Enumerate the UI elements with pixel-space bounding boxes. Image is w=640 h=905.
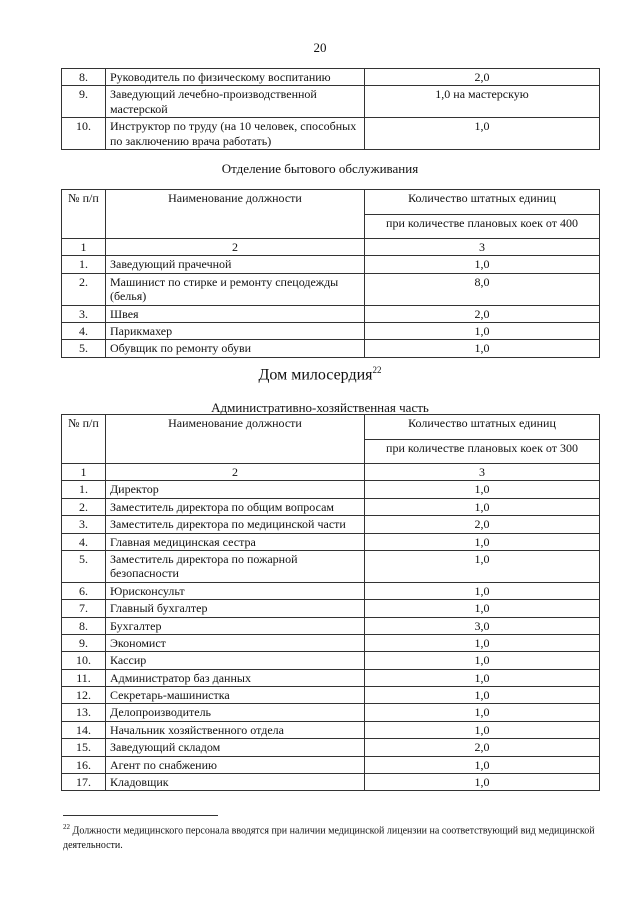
staff-quantity: 1,0 [365, 340, 600, 357]
table-index-row [62, 239, 600, 256]
position-name: Заместитель директора по медицинской части [106, 516, 365, 533]
staff-quantity: 1,0 [365, 582, 600, 599]
position-name: Швея [106, 305, 365, 322]
admin-staff-table [61, 414, 600, 791]
staff-quantity: 1,0 [365, 498, 600, 515]
position-name: Заместитель директора по пожарной безопасности [106, 550, 365, 582]
position-name: Юрисконсульт [106, 582, 365, 599]
staff-quantity: 1,0 [365, 669, 600, 686]
row-number: 2. [62, 273, 106, 305]
position-name: Заведующий складом [106, 739, 365, 756]
table-row [62, 756, 600, 773]
row-number: 9. [62, 86, 106, 118]
row-number: 10. [62, 652, 106, 669]
staff-quantity: 1,0 [365, 533, 600, 550]
mercy-house-title-text: Дом милосердия [258, 366, 373, 384]
header-beds: при количестве плановых коек от 300 [365, 439, 600, 464]
row-number: 17. [62, 774, 106, 791]
footnote-number: 22 [63, 823, 70, 831]
table-row [62, 600, 600, 617]
header-staff-units: Количество штатных единиц [365, 190, 600, 215]
position-name: Заместитель директора по общим вопросам [106, 498, 365, 515]
position-name: Агент по снабжению [106, 756, 365, 773]
table-row [62, 340, 600, 357]
table-row [62, 305, 600, 322]
section-title-household: Отделение бытового обслуживания [221, 161, 419, 176]
staff-quantity: 8,0 [365, 273, 600, 305]
position-name: Машинист по стирке и ремонту спецодежды (белья) [106, 273, 365, 305]
staff-quantity: 1,0 [365, 721, 600, 738]
table-row [62, 652, 600, 669]
row-number: 3. [62, 516, 106, 533]
row-number: 7. [62, 600, 106, 617]
footnote-reference: 22 [372, 365, 382, 375]
table-row [62, 669, 600, 686]
position-name: Делопроизводитель [106, 704, 365, 721]
row-number: 16. [62, 756, 106, 773]
row-number: 1. [62, 481, 106, 498]
position-name: Секретарь-машинистка [106, 687, 365, 704]
row-number: 8. [62, 69, 106, 86]
header-staff-units: Количество штатных единиц [365, 415, 600, 440]
staff-quantity: 1,0 [365, 652, 600, 669]
footnote [63, 822, 603, 853]
staff-quantity: 1,0 [365, 634, 600, 651]
row-number: 4. [62, 322, 106, 339]
row-number: 5. [62, 340, 106, 357]
header-position: Наименование должности [106, 190, 365, 239]
staff-quantity: 1,0 [365, 256, 600, 273]
table-header-row [62, 190, 600, 215]
table-row [62, 533, 600, 550]
table-row [62, 498, 600, 515]
footnote-text: Должности медицинского персонала вводятся при наличии медицинской лицензии на соответствующий вид медицинской деятельности. [63, 825, 595, 851]
row-number: 5. [62, 550, 106, 582]
position-name: Экономист [106, 634, 365, 651]
staff-quantity: 2,0 [365, 739, 600, 756]
staff-quantity: 1,0 на мастерскую [365, 86, 600, 118]
table-row [62, 322, 600, 339]
staff-quantity: 2,0 [365, 69, 600, 86]
table-row [62, 687, 600, 704]
position-name: Кладовщик [106, 774, 365, 791]
staff-quantity: 2,0 [365, 305, 600, 322]
row-number: 9. [62, 634, 106, 651]
header-beds: при количестве плановых коек от 400 [365, 214, 600, 239]
footnote-divider [63, 815, 218, 816]
staff-quantity: 1,0 [365, 118, 600, 150]
staff-quantity: 1,0 [365, 704, 600, 721]
table-row [62, 481, 600, 498]
table-row [62, 256, 600, 273]
staff-quantity: 3,0 [365, 617, 600, 634]
section-title-admin: Административно-хозяйственная часть [211, 400, 429, 415]
table-row [62, 774, 600, 791]
table-row [62, 118, 600, 150]
row-number: 10. [62, 118, 106, 150]
position-name: Начальник хозяйственного отдела [106, 721, 365, 738]
row-number: 1. [62, 256, 106, 273]
table-row [62, 69, 600, 86]
row-number: 4. [62, 533, 106, 550]
row-number: 2. [62, 498, 106, 515]
table-row [62, 617, 600, 634]
staff-quantity: 1,0 [365, 481, 600, 498]
position-name: Главный бухгалтер [106, 600, 365, 617]
staff-quantity: 1,0 [365, 774, 600, 791]
index-cell: 3 [365, 239, 600, 256]
row-number: 15. [62, 739, 106, 756]
position-name: Главная медицинская сестра [106, 533, 365, 550]
staff-quantity: 2,0 [365, 516, 600, 533]
row-number: 6. [62, 582, 106, 599]
table-index-row [62, 464, 600, 481]
row-number: 12. [62, 687, 106, 704]
position-name: Директор [106, 481, 365, 498]
index-cell: 2 [106, 464, 365, 481]
page-number: 20 [313, 40, 327, 55]
staff-quantity: 1,0 [365, 756, 600, 773]
table-row [62, 273, 600, 305]
staff-quantity: 1,0 [365, 687, 600, 704]
index-cell: 2 [106, 239, 365, 256]
table-row [62, 721, 600, 738]
table-row [62, 86, 600, 118]
position-name: Парикмахер [106, 322, 365, 339]
row-number: 14. [62, 721, 106, 738]
position-name: Администратор баз данных [106, 669, 365, 686]
table-row [62, 634, 600, 651]
position-name: Заведующий лечебно-производственной мастерской [106, 86, 365, 118]
household-staff-table [61, 189, 600, 358]
index-cell: 1 [62, 239, 106, 256]
top-staff-table [61, 68, 600, 150]
row-number: 8. [62, 617, 106, 634]
table-row [62, 739, 600, 756]
staff-quantity: 1,0 [365, 322, 600, 339]
row-number: 11. [62, 669, 106, 686]
header-position: Наименование должности [106, 415, 365, 464]
position-name: Обувщик по ремонту обуви [106, 340, 365, 357]
row-number: 3. [62, 305, 106, 322]
table-row [62, 550, 600, 582]
position-name: Заведующий прачечной [106, 256, 365, 273]
index-cell: 1 [62, 464, 106, 481]
table-row [62, 516, 600, 533]
position-name: Руководитель по физическому воспитанию [106, 69, 365, 86]
table-row [62, 582, 600, 599]
position-name: Кассир [106, 652, 365, 669]
index-cell: 3 [365, 464, 600, 481]
position-name: Бухгалтер [106, 617, 365, 634]
table-header-row [62, 415, 600, 440]
position-name: Инструктор по труду (на 10 человек, способных по заключению врача работать) [106, 118, 365, 150]
staff-quantity: 1,0 [365, 550, 600, 582]
header-number: № п/п [62, 415, 106, 464]
row-number: 13. [62, 704, 106, 721]
staff-quantity: 1,0 [365, 600, 600, 617]
mercy-house-title [0, 365, 640, 385]
table-row [62, 704, 600, 721]
header-number: № п/п [62, 190, 106, 239]
